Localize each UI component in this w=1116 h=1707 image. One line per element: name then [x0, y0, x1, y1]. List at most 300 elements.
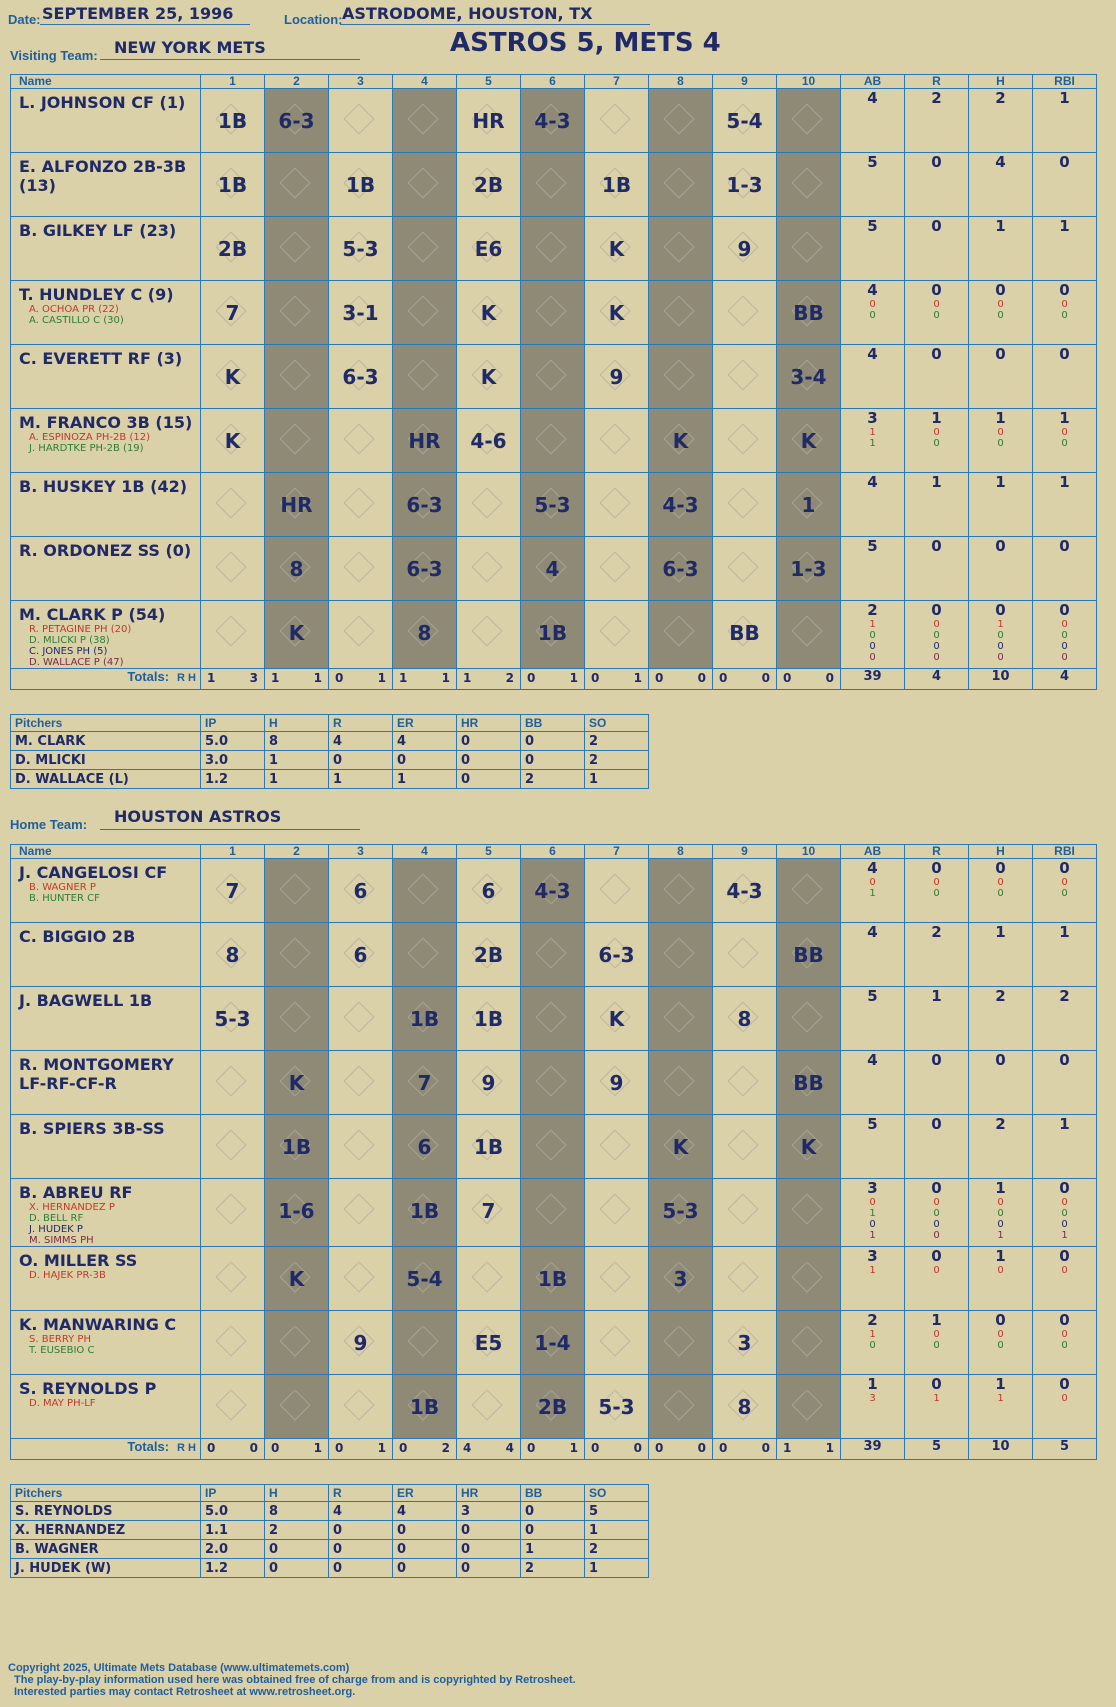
pitcher-stat: 0 — [457, 1521, 521, 1540]
sub-stat-value: 0 — [933, 641, 940, 652]
basepath-diamond — [599, 615, 630, 646]
basepath-diamond — [727, 937, 758, 968]
sub-stat-value: 0 — [1061, 1329, 1068, 1340]
play-result: BB — [793, 301, 824, 325]
batter-name: B. HUSKEY 1B (42) — [19, 477, 188, 496]
pitcher-row — [11, 770, 649, 789]
stat-value: 0 — [1059, 859, 1070, 877]
inning-cell-1 — [201, 923, 265, 987]
basepath-diamond — [215, 615, 246, 646]
inning-cell-4 — [393, 89, 457, 153]
play-result: 4-3 — [534, 879, 571, 903]
inning-cell-4 — [393, 537, 457, 601]
basepath-diamond — [727, 1065, 758, 1096]
basepath-diamond — [407, 359, 438, 390]
inning-cell-3 — [329, 1375, 393, 1439]
stat-value: 2 — [931, 923, 942, 941]
play-result: 6-3 — [406, 557, 443, 581]
pitcher-stat: 1 — [585, 1559, 649, 1578]
play-result: 7 — [481, 1199, 496, 1223]
pitcher-header-ip: IP — [201, 715, 265, 732]
pitcher-stat: 4 — [329, 1502, 393, 1521]
pitcher-header-hr: HR — [457, 1485, 521, 1502]
batter-name-cell — [11, 345, 201, 409]
substitute-name: R. PETAGINE PH (20) — [29, 624, 132, 635]
basepath-diamond — [727, 1129, 758, 1160]
inning-cell-1 — [201, 1375, 265, 1439]
basepath-diamond — [215, 1389, 246, 1420]
batter-stat-h — [969, 601, 1033, 669]
inning-hits: 0 — [761, 671, 770, 685]
stat-header-rbi: RBI — [1033, 75, 1097, 89]
inning-cell-8 — [649, 923, 713, 987]
inning-cell-4 — [393, 1115, 457, 1179]
inning-cell-5 — [457, 281, 521, 345]
play-result: K — [480, 365, 497, 389]
play-result: 1B — [217, 109, 248, 133]
substitute-name: B. WAGNER P — [29, 882, 96, 893]
substitute-name: S. BERRY PH — [29, 1334, 91, 1345]
pitcher-stat: 5 — [585, 1502, 649, 1521]
inning-cell-7 — [585, 153, 649, 217]
stat-value: 1 — [1059, 89, 1070, 107]
batter-name: K. MANWARING C — [19, 1315, 177, 1334]
pitcher-stat: 1 — [585, 770, 649, 789]
batter-name-cell — [11, 1247, 201, 1311]
inning-header-1: 1 — [201, 75, 265, 89]
play-result: BB — [793, 1071, 824, 1095]
batter-stat-rbi — [1033, 153, 1097, 217]
batter-name: J. CANGELOSI CF — [19, 863, 168, 882]
sub-stat-value: 0 — [869, 1197, 876, 1208]
play-result: K — [800, 1135, 817, 1159]
play-result: 5-3 — [342, 237, 379, 261]
inning-cell-8 — [649, 1247, 713, 1311]
sub-stat-value: 0 — [997, 1340, 1004, 1351]
inning-cell-8 — [649, 1375, 713, 1439]
inning-cell-2 — [265, 473, 329, 537]
play-result: 5-3 — [534, 493, 571, 517]
pitcher-stat: 0 — [457, 1559, 521, 1578]
visitors-totals-row — [11, 669, 1097, 690]
inning-cell-8 — [649, 1179, 713, 1247]
inning-hits: 1 — [441, 671, 450, 685]
inning-cell-3 — [329, 1179, 393, 1247]
play-result: 6-3 — [598, 943, 635, 967]
inning-cell-7 — [585, 89, 649, 153]
inning-cell-3 — [329, 1115, 393, 1179]
basepath-diamond — [599, 103, 630, 134]
sub-stat-value: 0 — [1061, 619, 1068, 630]
sub-stat-value: 0 — [997, 652, 1004, 663]
pitchers-header-row — [11, 1485, 649, 1502]
date-underline — [40, 24, 250, 25]
basepath-diamond — [343, 423, 374, 454]
inning-cell-5 — [457, 217, 521, 281]
play-result: K — [608, 301, 625, 325]
basepath-diamond — [663, 873, 694, 904]
stat-value: 5 — [867, 987, 878, 1005]
pitcher-header-r: R — [329, 715, 393, 732]
pitcher-stat: 0 — [329, 751, 393, 770]
batter-name-cell — [11, 1311, 201, 1375]
inning-cell-6 — [521, 601, 585, 669]
inning-hits: 0 — [697, 671, 706, 685]
basepath-diamond — [343, 487, 374, 518]
batter-stat-ab — [841, 473, 905, 537]
inning-cell-7 — [585, 409, 649, 473]
pitcher-stat: 0 — [329, 1521, 393, 1540]
basepath-diamond — [663, 295, 694, 326]
stat-value: 1 — [995, 1247, 1006, 1265]
batter-name-cell — [11, 1179, 201, 1247]
play-result: 6 — [353, 879, 368, 903]
basepath-diamond — [407, 167, 438, 198]
stat-value: 0 — [1059, 153, 1070, 171]
inning-cell-10 — [777, 345, 841, 409]
pitcher-stat: 1 — [265, 770, 329, 789]
inning-cell-7 — [585, 345, 649, 409]
play-result: E5 — [474, 1331, 503, 1355]
batter-stat-rbi — [1033, 89, 1097, 153]
pitcher-stat: 1 — [521, 1540, 585, 1559]
basepath-diamond — [727, 551, 758, 582]
basepath-diamond — [791, 1389, 822, 1420]
sub-stat-value: 0 — [1061, 299, 1068, 310]
play-result: K — [224, 429, 241, 453]
play-result: 4-3 — [534, 109, 571, 133]
sub-stat-value: 0 — [1061, 438, 1068, 449]
sub-stat-value: 0 — [933, 1197, 940, 1208]
pitcher-name: S. REYNOLDS — [11, 1502, 201, 1521]
inning-cell-6 — [521, 1179, 585, 1247]
location-label: Location: — [284, 12, 343, 27]
inning-cell-5 — [457, 1247, 521, 1311]
play-result: K — [800, 429, 817, 453]
pitcher-stat: 0 — [521, 1521, 585, 1540]
play-result: BB — [793, 943, 824, 967]
play-result: 6 — [417, 1135, 432, 1159]
sub-stat-value: 0 — [933, 1340, 940, 1351]
totals-label: Totals: — [127, 1439, 170, 1454]
home-header-row — [11, 845, 1097, 859]
substitute-name: C. JONES PH (5) — [29, 646, 108, 657]
basepath-diamond — [471, 551, 502, 582]
play-result: 4-3 — [726, 879, 763, 903]
sub-stat-value: 0 — [933, 630, 940, 641]
play-result: 1B — [409, 1395, 440, 1419]
batter-stat-ab — [841, 987, 905, 1051]
batter-stat-ab — [841, 537, 905, 601]
inning-runs: 0 — [207, 1441, 216, 1455]
pitcher-stat: 0 — [457, 751, 521, 770]
basepath-diamond — [791, 1193, 822, 1224]
batter-name-cell — [11, 217, 201, 281]
basepath-diamond — [343, 615, 374, 646]
pitcher-row — [11, 1540, 649, 1559]
batter-stat-rbi — [1033, 409, 1097, 473]
batter-stat-r — [905, 537, 969, 601]
play-result: 1B — [345, 173, 376, 197]
inning-header-8: 8 — [649, 845, 713, 859]
inning-cell-5 — [457, 987, 521, 1051]
inning-cell-10 — [777, 1311, 841, 1375]
stat-value: 1 — [931, 987, 942, 1005]
date-label: Date: — [8, 12, 41, 27]
inning-cell-2 — [265, 89, 329, 153]
play-result: 9 — [737, 237, 752, 261]
play-result: 9 — [609, 365, 624, 389]
inning-hits: 0 — [249, 1441, 258, 1455]
batter-name-cell — [11, 1051, 201, 1115]
basepath-diamond — [599, 873, 630, 904]
inning-cell-9 — [713, 1051, 777, 1115]
batter-stat-r — [905, 859, 969, 923]
inning-header-4: 4 — [393, 845, 457, 859]
pitcher-stat: 1.2 — [201, 1559, 265, 1578]
total-r: 4 — [905, 669, 969, 690]
sub-stat-value: 0 — [869, 630, 876, 641]
inning-cell-3 — [329, 345, 393, 409]
batter-stat-rbi — [1033, 217, 1097, 281]
stat-value: 0 — [1059, 537, 1070, 555]
stat-value: 1 — [931, 1311, 942, 1329]
stat-value: 0 — [995, 1311, 1006, 1329]
stat-value: 5 — [867, 217, 878, 235]
inning-cell-1 — [201, 281, 265, 345]
inning-cell-3 — [329, 89, 393, 153]
inning-cell-2 — [265, 1375, 329, 1439]
batter-stat-r — [905, 281, 969, 345]
pitcher-stat: 0 — [393, 1540, 457, 1559]
total-ab: 39 — [841, 1439, 905, 1460]
inning-cell-8 — [649, 1311, 713, 1375]
inning-cell-9 — [713, 153, 777, 217]
basepath-diamond — [663, 1325, 694, 1356]
inning-cell-8 — [649, 89, 713, 153]
inning-cell-8 — [649, 345, 713, 409]
stat-value: 0 — [1059, 1051, 1070, 1069]
substitute-name: M. SIMMS PH — [29, 1235, 94, 1246]
pitcher-stat: 1 — [265, 751, 329, 770]
inning-runs: 0 — [655, 1441, 664, 1455]
inning-total-9 — [713, 669, 777, 690]
batter-stat-rbi — [1033, 859, 1097, 923]
basepath-diamond — [599, 1129, 630, 1160]
stat-header-ab: AB — [841, 845, 905, 859]
basepath-diamond — [407, 103, 438, 134]
inning-cell-9 — [713, 923, 777, 987]
pitcher-stat: 0 — [457, 770, 521, 789]
batter-stat-h — [969, 345, 1033, 409]
play-result: BB — [729, 621, 760, 645]
sub-stat-value: 0 — [997, 438, 1004, 449]
pitcher-header-so: SO — [585, 715, 649, 732]
stat-value: 2 — [995, 1115, 1006, 1133]
batter-stat-ab — [841, 281, 905, 345]
pitcher-header-pitchers: Pitchers — [11, 715, 201, 732]
batter-name-cell — [11, 601, 201, 669]
play-result: 2B — [473, 943, 504, 967]
basepath-diamond — [535, 937, 566, 968]
inning-cell-10 — [777, 859, 841, 923]
inning-cell-10 — [777, 601, 841, 669]
inning-runs: 1 — [463, 671, 472, 685]
batter-row — [11, 537, 1097, 601]
inning-cell-1 — [201, 1247, 265, 1311]
play-result: 9 — [609, 1071, 624, 1095]
batter-stat-rbi — [1033, 281, 1097, 345]
batter-stat-r — [905, 1247, 969, 1311]
inning-cell-10 — [777, 537, 841, 601]
sub-stat-value: 0 — [997, 630, 1004, 641]
pitcher-header-hr: HR — [457, 715, 521, 732]
inning-cell-3 — [329, 537, 393, 601]
sub-stat-value: 0 — [869, 310, 876, 321]
batter-stat-h — [969, 1247, 1033, 1311]
pitcher-stat: 3.0 — [201, 751, 265, 770]
batter-stat-r — [905, 1115, 969, 1179]
inning-cell-10 — [777, 1115, 841, 1179]
pitcher-stat: 1.1 — [201, 1521, 265, 1540]
sub-stat-value: 1 — [869, 888, 876, 899]
batter-name-cell — [11, 1115, 201, 1179]
inning-cell-4 — [393, 217, 457, 281]
batter-stat-h — [969, 89, 1033, 153]
inning-header-8: 8 — [649, 75, 713, 89]
pitcher-header-so: SO — [585, 1485, 649, 1502]
sub-stat-value: 0 — [997, 1197, 1004, 1208]
basepath-diamond — [279, 1001, 310, 1032]
batter-name: S. REYNOLDS P — [19, 1379, 157, 1398]
pitcher-stat: 2.0 — [201, 1540, 265, 1559]
inning-header-7: 7 — [585, 845, 649, 859]
basepath-diamond — [215, 487, 246, 518]
inning-cell-8 — [649, 281, 713, 345]
pitcher-header-ip: IP — [201, 1485, 265, 1502]
name-header: Name — [11, 75, 201, 89]
inning-cell-6 — [521, 1375, 585, 1439]
home-totals-row — [11, 1439, 1097, 1460]
sub-stat-value: 0 — [869, 877, 876, 888]
sub-stat-value: 0 — [933, 299, 940, 310]
stat-value: 4 — [867, 345, 878, 363]
inning-cell-7 — [585, 923, 649, 987]
pitcher-header-h: H — [265, 715, 329, 732]
inning-runs: 0 — [335, 1441, 344, 1455]
basepath-diamond — [791, 167, 822, 198]
batter-row — [11, 345, 1097, 409]
inning-cell-3 — [329, 1311, 393, 1375]
basepath-diamond — [791, 1261, 822, 1292]
totals-label: Totals: — [127, 669, 170, 684]
basepath-diamond — [471, 487, 502, 518]
basepath-diamond — [727, 359, 758, 390]
basepath-diamond — [791, 873, 822, 904]
batter-row — [11, 987, 1097, 1051]
inning-cell-3 — [329, 1247, 393, 1311]
total-r: 5 — [905, 1439, 969, 1460]
play-result: 7 — [225, 301, 240, 325]
basepath-diamond — [343, 1193, 374, 1224]
inning-cell-8 — [649, 409, 713, 473]
sub-stat-value: 0 — [933, 427, 940, 438]
pitcher-name: M. CLARK — [11, 732, 201, 751]
stat-header-r: R — [905, 75, 969, 89]
inning-cell-3 — [329, 987, 393, 1051]
sub-stat-value: 1 — [1061, 1230, 1068, 1241]
batter-name: C. BIGGIO 2B — [19, 927, 136, 946]
stat-value: 1 — [1059, 1115, 1070, 1133]
inning-hits: 0 — [761, 1441, 770, 1455]
inning-total-3 — [329, 1439, 393, 1460]
batter-name-cell — [11, 1375, 201, 1439]
totals-label-cell — [11, 1439, 201, 1460]
visitors-batting-table — [10, 74, 1097, 690]
batter-stat-ab — [841, 601, 905, 669]
basepath-diamond — [535, 423, 566, 454]
sub-stat-value: 0 — [933, 652, 940, 663]
stat-value: 0 — [1059, 1247, 1070, 1265]
inning-total-10 — [777, 1439, 841, 1460]
inning-cell-6 — [521, 859, 585, 923]
basepath-diamond — [535, 1129, 566, 1160]
inning-total-8 — [649, 669, 713, 690]
inning-cell-6 — [521, 89, 585, 153]
stat-value: 0 — [995, 281, 1006, 299]
visiting-team-name: NEW YORK METS — [114, 38, 266, 57]
inning-cell-10 — [777, 923, 841, 987]
inning-hits: 1 — [569, 1441, 578, 1455]
inning-cell-9 — [713, 345, 777, 409]
basepath-diamond — [663, 167, 694, 198]
stat-value: 1 — [931, 473, 942, 491]
footer-copyright: Copyright 2025, Ultimate Mets Database (www.ultimatemets.com) — [8, 1662, 350, 1674]
game-location: ASTRODOME, HOUSTON, TX — [342, 4, 593, 23]
inning-cell-1 — [201, 1179, 265, 1247]
inning-cell-3 — [329, 473, 393, 537]
stat-value: 1 — [995, 409, 1006, 427]
inning-header-3: 3 — [329, 75, 393, 89]
play-result: 3 — [737, 1331, 752, 1355]
basepath-diamond — [663, 1065, 694, 1096]
inning-runs: 0 — [591, 671, 600, 685]
play-result: K — [288, 621, 305, 645]
inning-header-9: 9 — [713, 75, 777, 89]
stat-value: 4 — [867, 281, 878, 299]
batter-row — [11, 1051, 1097, 1115]
basepath-diamond — [279, 359, 310, 390]
basepath-diamond — [791, 231, 822, 262]
sub-stat-value: 1 — [869, 1208, 876, 1219]
sub-stat-value: 1 — [997, 619, 1004, 630]
footer-retrosheet: The play-by-play information used here was obtained free of charge from and is copyrighted by Retrosheet. — [14, 1674, 576, 1686]
play-result: 3-1 — [342, 301, 379, 325]
inning-cell-10 — [777, 1247, 841, 1311]
total-h: 10 — [969, 669, 1033, 690]
home-team-name: HOUSTON ASTROS — [114, 807, 282, 826]
pitcher-name: D. MLICKI — [11, 751, 201, 770]
location-underline — [340, 24, 650, 25]
inning-cell-8 — [649, 537, 713, 601]
play-result: 3-4 — [790, 365, 827, 389]
play-result: 7 — [225, 879, 240, 903]
basepath-diamond — [407, 231, 438, 262]
batter-stat-h — [969, 473, 1033, 537]
stat-header-rbi: RBI — [1033, 845, 1097, 859]
play-result: 8 — [737, 1395, 752, 1419]
inning-hits: 1 — [377, 1441, 386, 1455]
